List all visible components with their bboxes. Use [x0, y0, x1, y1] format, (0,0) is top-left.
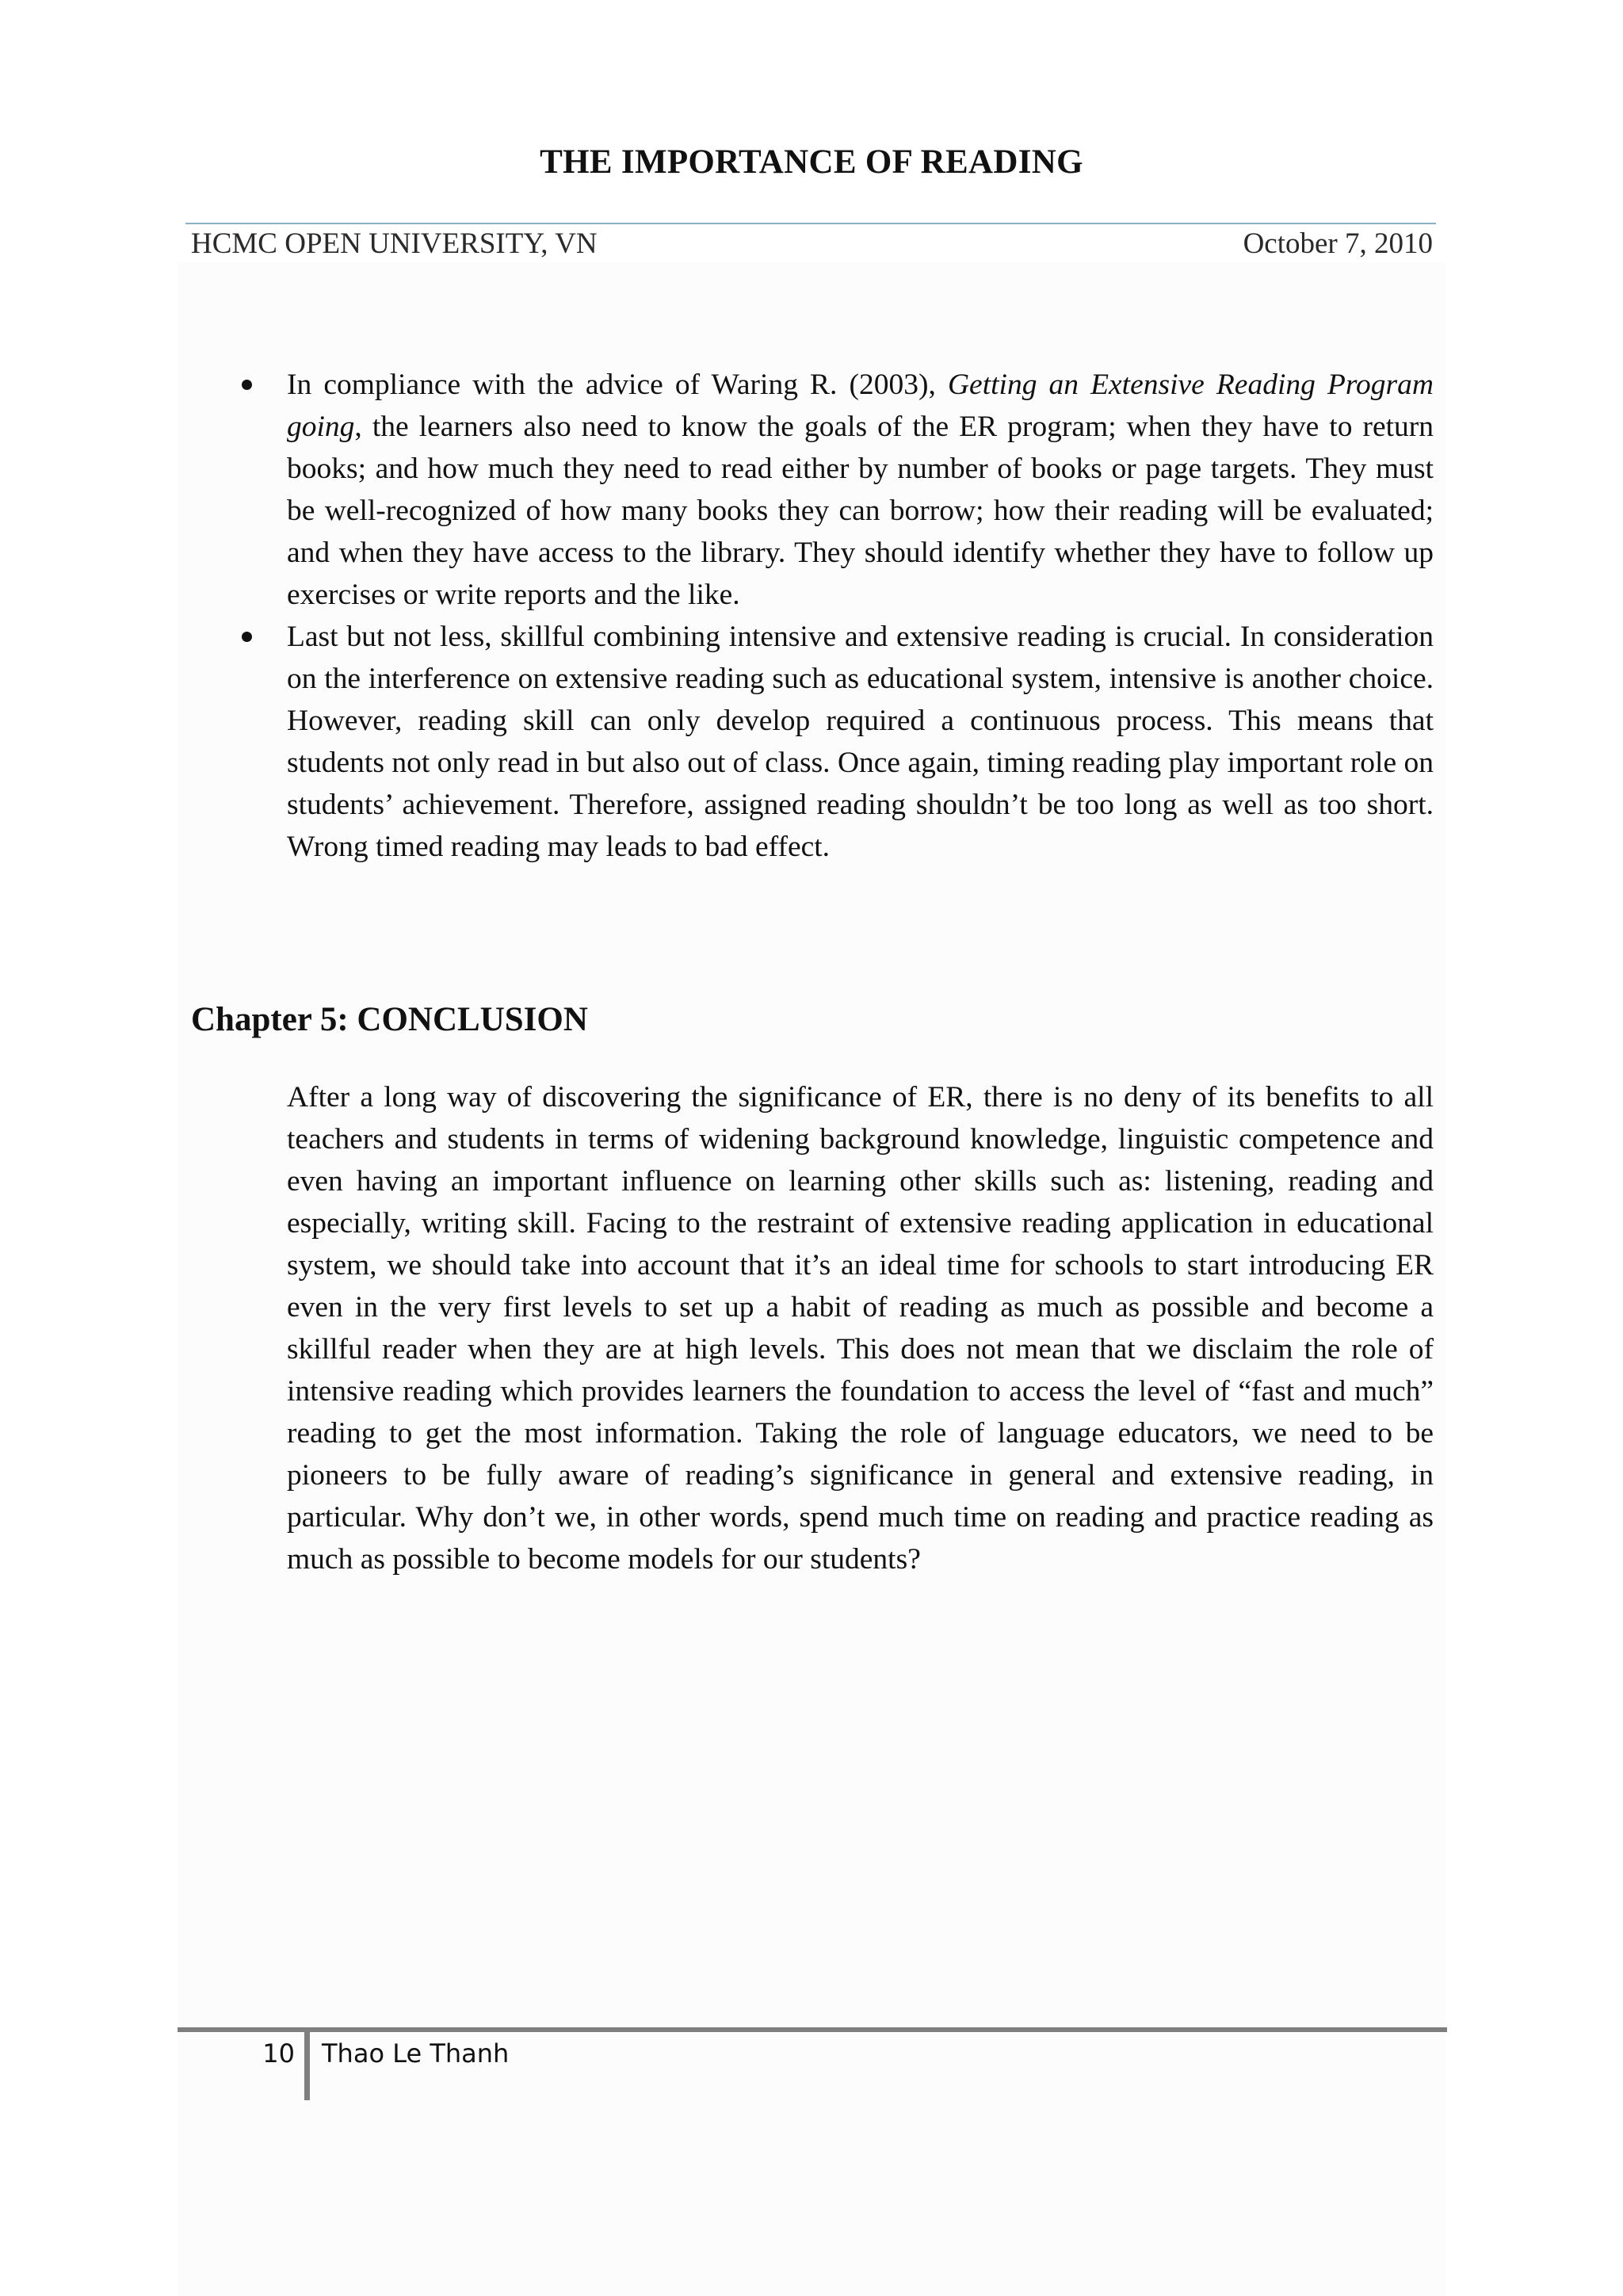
- header-institution: HCMC OPEN UNIVERSITY, VN: [191, 227, 598, 260]
- footer-separator: [304, 2032, 310, 2100]
- cited-work-title: Getting an Extensive Reading Program going: [287, 369, 1434, 443]
- bullet-item-waring-advice: [287, 364, 1434, 616]
- conclusion-paragraph: After a long way of discovering the significance of ER, there is no deny of its benefits to all teachers and students in terms of widening background knowledge, linguistic competence and even having an important influence on learning other skills such as: listening, reading and especially, writing skill. Facing to the restraint of extensive reading application in educational system, we should take into account that it’s an ideal time for schools to start introducing ER even in the very first levels to set up a habit of reading as much as possible and become a skillful reader when they are at high levels. This does not mean that we disclaim the role of intensive reading which provides learners the foundation to access the level of “fast and much” reading to get the most information. Taking the role of language educators, we need to be pioneers to be fully aware of reading’s significance in general and extensive reading, in particular. Why don’t we, in other words, spend much time on reading and practice reading as much as possible to become models for our students?: [287, 1081, 1434, 1576]
- footer-divider: [178, 2027, 1447, 2032]
- footer-author: Thao Le Thanh: [322, 2038, 510, 2069]
- bullet-text-intro: In compliance with the advice of Waring R. (2003),: [287, 369, 948, 401]
- bullet-list: [287, 364, 1434, 868]
- bullet-dot-icon: [242, 380, 252, 390]
- page-number: 10: [262, 2038, 295, 2069]
- document-title: THE IMPORTANCE OF READING: [540, 143, 1083, 181]
- chapter-heading: Chapter 5: CONCLUSION: [191, 1001, 588, 1038]
- header-divider: [185, 223, 1436, 224]
- bullet-dot-icon: [242, 632, 252, 642]
- bullet-item-combining-reading: [287, 616, 1434, 868]
- bullet-text: Last but not less, skillful combining intensive and extensive reading is crucial. In consideration on the interference on extensive reading such as educational system, intensive is another choice. However, reading skill can only develop required a continuous process. This means that students not only read in but also out of class. Once again, timing reading play important role on students’ achievement. Therefore, assigned reading shouldn’t be too long as well as too short. Wrong timed reading may leads to bad effect.: [287, 621, 1434, 863]
- header-date: October 7, 2010: [1243, 227, 1433, 260]
- bullet-text-rest: , the learners also need to know the goals of the ER program; when they have to return books; and how much they need to read either by number of books or page targets. They must be well-recognized of how many books they can borrow; how their reading will be evaluated; and when they have access to the library. They should identify whether they have to follow up exercises or write reports and the like.: [287, 411, 1434, 611]
